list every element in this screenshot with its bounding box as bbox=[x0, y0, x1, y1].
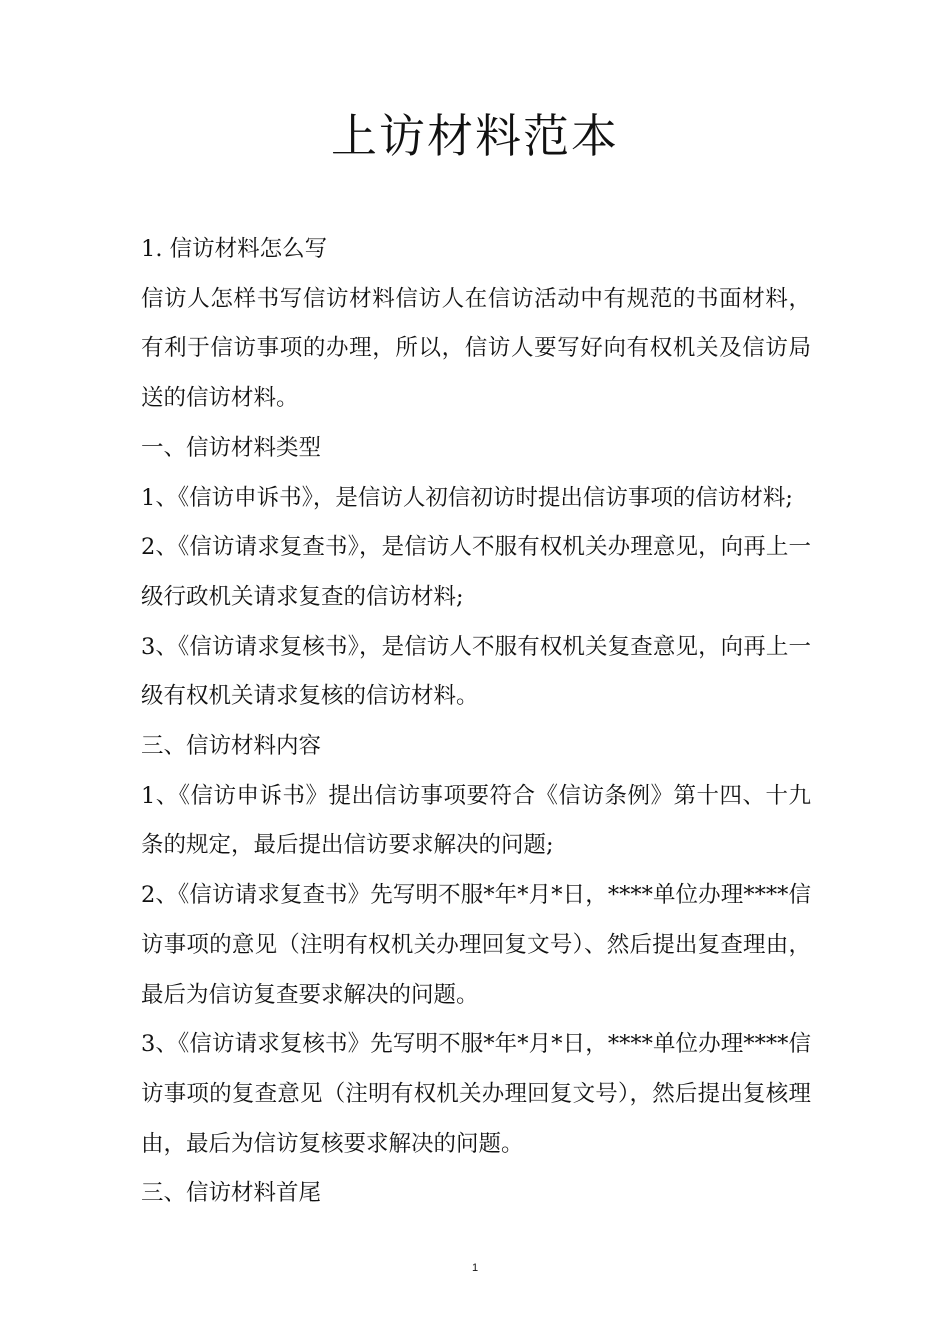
section-heading-types: 一、信访材料类型 bbox=[141, 434, 322, 461]
content-item-2: 2、《信访请求复查书》先写明不服*年*月*日，****单位办理****信访事项的意见（注明有权机关办理回复文号）、然后提出复查理由，最后为信访复查要求解决的问题。 bbox=[141, 882, 811, 1008]
section-heading-content: 三、信访材料内容 bbox=[141, 733, 322, 760]
document-title: 上访材料范本 bbox=[331, 109, 619, 163]
type-item-3: 3、《信访请求复核书》，是信访人不服有权机关复查意见，向再上一级有权机关请求复核的信访材料。 bbox=[141, 633, 811, 710]
content-item-1: 1、《信访申诉书》提出信访事项要符合《信访条例》第十四、十九条的规定，最后提出信访要求解决的问题; bbox=[141, 782, 811, 859]
page-number: 1 bbox=[471, 1262, 479, 1274]
type-item-1: 1、《信访申诉书》，是信访人初信初访时提出信访事项的信访材料; bbox=[141, 484, 793, 511]
type-item-2: 2、《信访请求复查书》，是信访人不服有权机关办理意见，向再上一级行政机关请求复查的信访材料; bbox=[141, 534, 811, 610]
intro-paragraph: 信访人怎样书写信访材料信访人在信访活动中有规范的书面材料，有利于信访事项的办理，所以，信访人要写好向有权机关及信访局送的信访材料。 bbox=[141, 285, 811, 412]
document-body bbox=[141, 225, 811, 1219]
section-heading-head-tail: 三、信访材料首尾 bbox=[141, 1180, 322, 1207]
content-item-3: 3、《信访请求复核书》先写明不服*年*月*日，****单位办理****信访事项的复查意见（注明有权机关办理回复文号），然后提出复核理由，最后为信访复核要求解决的问题。 bbox=[141, 1031, 811, 1157]
section-heading-how-to-write: 1. 信访材料怎么写 bbox=[141, 236, 328, 262]
